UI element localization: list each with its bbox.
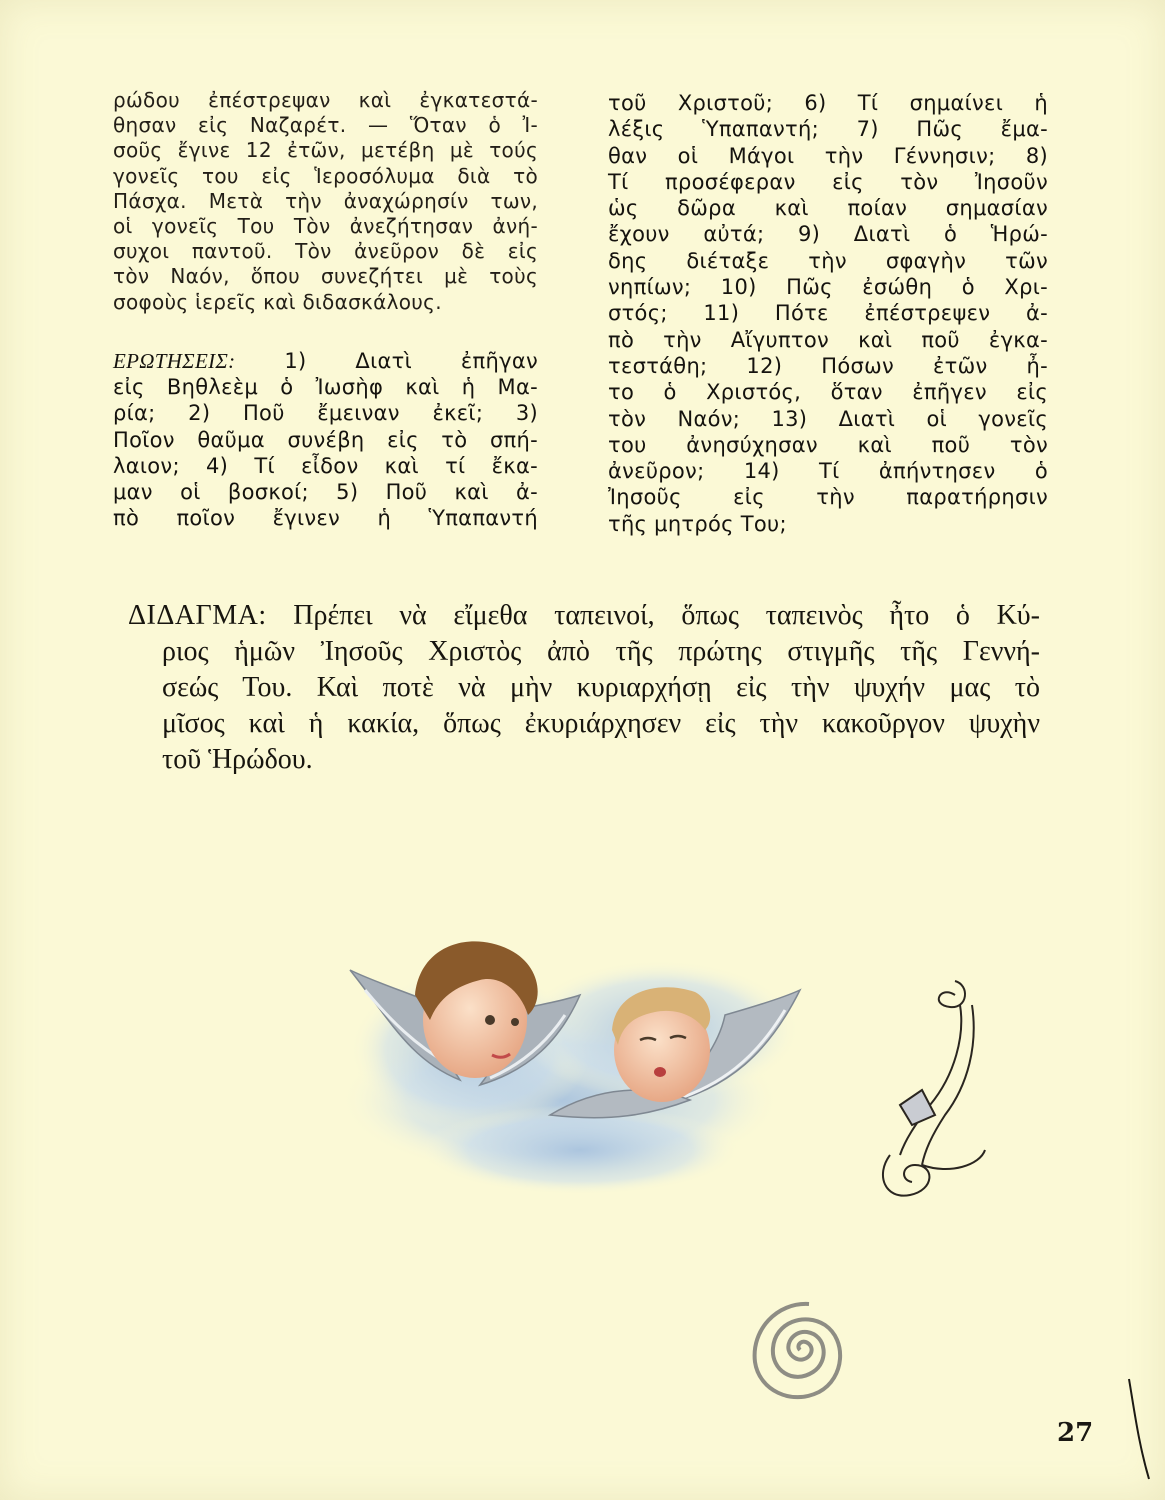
question-line: πὸ ποῖον ἔγινεν ἡ Ὑπαπαντή <box>113 506 538 531</box>
moral-line: ριος ἡμῶν Ἰησοῦς Χριστὸς ἀπὸ τῆς πρώτης στιγμῆς τῆς Γεννή- <box>162 636 1040 667</box>
question-line: ὡς δῶρα καὶ ποίαν σημασίαν <box>608 196 1048 221</box>
scroll-doodle-icon <box>860 975 1000 1215</box>
question-text: 1) Διατὶ ἐπῆγαν <box>235 348 538 373</box>
question-line: Ποῖον θαῦμα συνέβη εἰς τὸ σπή- <box>113 427 538 452</box>
questions-block <box>113 348 538 532</box>
narrative-line: γονεῖς του εἰς Ἱεροσόλυμα διὰ τὸ <box>113 163 538 188</box>
question-line: λέξις Ὑπαπαντή; 7) Πῶς ἔμα- <box>608 117 1048 142</box>
question-line: νηπίων; 10) Πῶς ἐσώθη ὁ Χρι- <box>608 275 1048 300</box>
moral-line: σεώς Του. Καὶ ποτὲ νὰ μὴν κυριαρχήσῃ εἰς τὴν ψυχήν μας τὸ <box>162 672 1040 703</box>
spiral-doodle-icon <box>735 1280 865 1420</box>
question-line: Τί προσέφεραν εἰς τὸν Ἰησοῦν <box>608 169 1048 194</box>
questions-heading: ΕΡΩΤΗΣΕΙΣ: <box>113 348 236 373</box>
narrative-line: συχοι παντοῦ. Τὸν ἀνεῦρον δὲ εἰς <box>113 239 538 264</box>
narrative-line: τὸν Ναόν, ὅπου συνεζήτει μὲ τοὺς <box>113 264 538 289</box>
moral-label: ΔΙΔΑΓΜΑ: <box>128 600 267 631</box>
question-line: λαιον; 4) Τί εἶδον καὶ τί ἔκα- <box>113 453 538 478</box>
question-line: θαν οἱ Μάγοι τὴν Γέννησιν; 8) <box>608 143 1048 168</box>
narrative-line: οἱ γονεῖς Του Τὸν ἀνεζήτησαν ἀνή- <box>113 213 538 238</box>
narrative-line: σοῦς ἔγινε 12 ἐτῶν, μετέβη μὲ τούς <box>113 138 538 163</box>
question-line: μαν οἱ βοσκοί; 5) Ποῦ καὶ ἀ- <box>113 480 538 505</box>
narrative-line: Πάσχα. Μετὰ τὴν ἀναχώρησίν των, <box>113 188 538 213</box>
cherubs-illustration <box>330 900 890 1200</box>
question-line: Ἰησοῦς εἰς τὴν παρατήρησιν <box>608 485 1048 510</box>
narrative-line: ρώδου ἐπέστρεψαν καὶ ἐγκατεστά- <box>113 88 538 112</box>
moral-line: τοῦ Ἡρώδου. <box>162 744 313 775</box>
page-number: 27 <box>1057 1418 1094 1448</box>
right-column <box>608 90 1048 537</box>
narrative-line: θησαν εἰς Ναζαρέτ. — Ὅταν ὁ Ἰ- <box>113 113 538 138</box>
question-line <box>113 348 538 374</box>
question-line: δης διέταξε τὴν σφαγὴν τῶν <box>608 248 1048 273</box>
left-column <box>113 88 538 532</box>
moral-line <box>128 598 1040 634</box>
question-line: το ὁ Χριστός, ὅταν ἐπῆγεν εἰς <box>608 380 1048 405</box>
narrative-line: σοφοὺς ἱερεῖς καὶ διδασκάλους. <box>113 289 442 314</box>
page-edge-mark <box>1125 1375 1155 1485</box>
question-line: ρία; 2) Ποῦ ἔμειναν ἐκεῖ; 3) <box>113 401 538 426</box>
narrative-paragraph <box>113 88 538 315</box>
question-line: ἀνεῦρον; 14) Τί ἀπήντησεν ὁ <box>608 459 1048 484</box>
moral-line: μῖσος καὶ ἡ κακία, ὅπως ἐκυριάρχησεν εἰς τὴν κακοῦργον ψυχὴν <box>162 708 1040 739</box>
question-line: ἔχουν αὐτά; 9) Διατὶ ὁ Ἡρώ- <box>608 222 1048 247</box>
question-line: τῆς μητρός Του; <box>608 511 787 536</box>
question-line: του ἀνησύχησαν καὶ ποῦ τὸν <box>608 432 1048 457</box>
question-line: τεστάθη; 12) Πόσων ἐτῶν ἦ- <box>608 353 1048 378</box>
moral-paragraph <box>128 598 1040 778</box>
question-line: πὸ τὴν Αἴγυπτον καὶ ποῦ ἐγκα- <box>608 327 1048 352</box>
question-line: τὸν Ναόν; 13) Διατὶ οἱ γονεῖς <box>608 406 1048 431</box>
question-line: τοῦ Χριστοῦ; 6) Τί σημαίνει ἡ <box>608 91 1048 115</box>
moral-text: Πρέπει νὰ εἴμεθα ταπεινοί, ὅπως ταπεινὸς ἦτο ὁ Κύ- <box>266 600 1040 631</box>
question-line: εἰς Βηθλεὲμ ὁ Ἰωσὴφ καὶ ἡ Μα- <box>113 374 538 399</box>
question-line: στός; 11) Πότε ἐπέστρεψεν ἀ- <box>608 301 1048 326</box>
